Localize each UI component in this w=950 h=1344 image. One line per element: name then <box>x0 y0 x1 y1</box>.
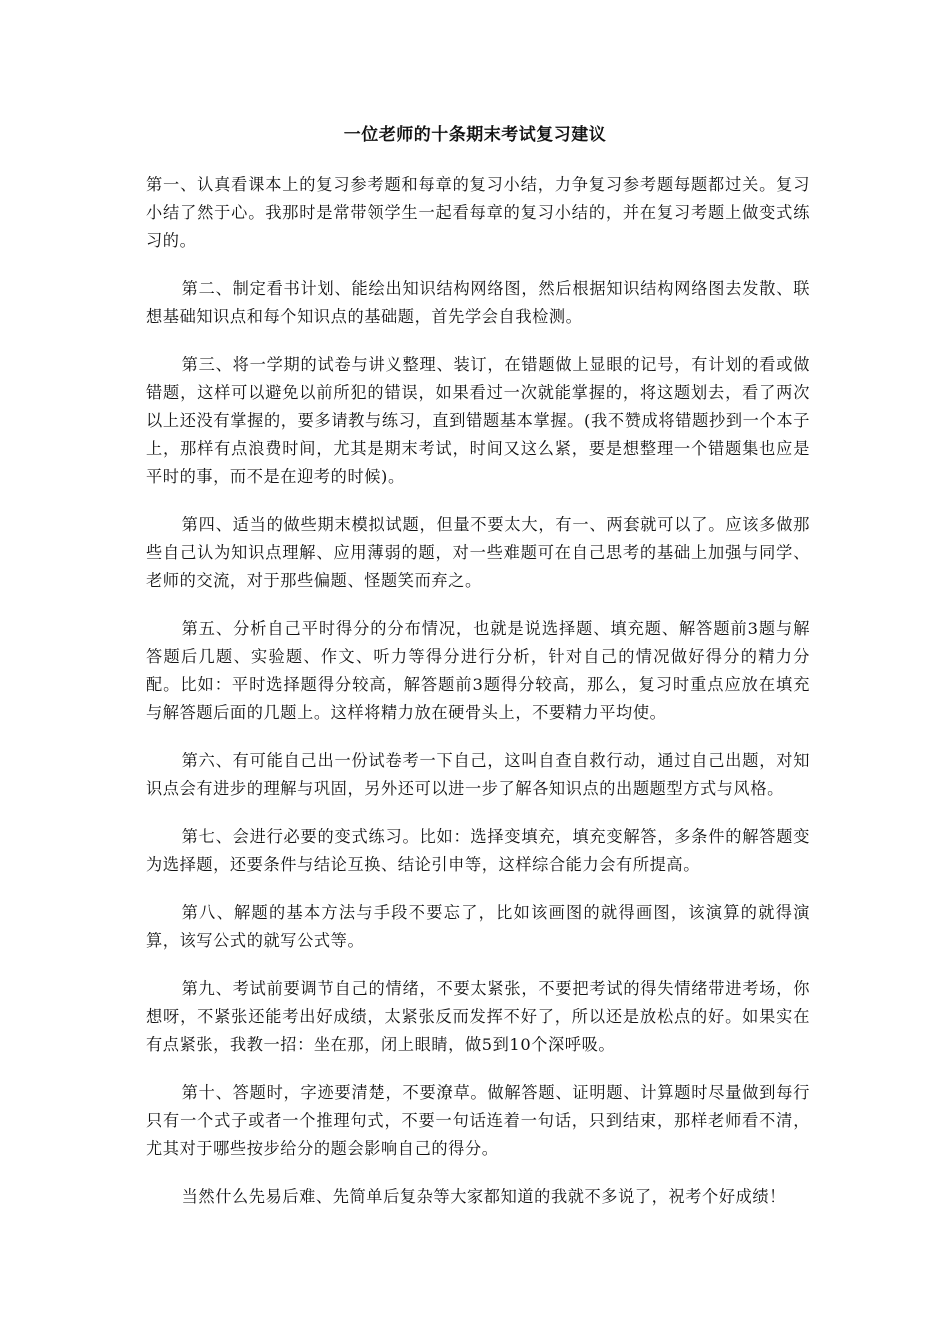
document-title: 一位老师的十条期末考试复习建议 <box>343 125 607 145</box>
document-body <box>146 171 810 1231</box>
paragraph-tip-1: 第一、认真看课本上的复习参考题和每章的复习小结，力争复习参考题每题都过关。复习小结了然于心。我那时是常带领学生一起看每章的复习小结的，并在复习考题上做变式练习的。 <box>146 175 810 250</box>
paragraph-tip-7: 第七、会进行必要的变式练习。比如：选择变填充，填充变解答，多条件的解答题变为选择题，还要条件与结论互换、结论引申等，这样综合能力会有所提高。 <box>146 827 810 874</box>
paragraph-tip-3: 第三、将一学期的试卷与讲义整理、装订，在错题做上显眼的记号，有计划的看或做错题，这样可以避免以前所犯的错误，如果看过一次就能掌握的，将这题划去，看了两次以上还没有掌握的，要多请教与练习，直到错题基本掌握。(我不赞成将错题抄到一个本子上，那样有点浪费时间，尤其是期末考试，时间又这么紧，要是想整理一个错题集也应是平时的事，而不是在迎考的时候)。 <box>146 355 810 486</box>
paragraph-tip-4: 第四、适当的做些期末模拟试题，但量不要太大，有一、两套就可以了。应该多做那些自己认为知识点理解、应用薄弱的题，对一些难题可在自己思考的基础上加强与同学、老师的交流，对于那些偏题、怪题笑而弃之。 <box>146 515 810 590</box>
paragraph-tip-8: 第八、解题的基本方法与手段不要忘了，比如该画图的就得画图，该演算的就得演算，该写公式的就写公式等。 <box>146 903 810 950</box>
paragraph-tip-9: 第九、考试前要调节自己的情绪，不要太紧张，不要把考试的得失情绪带进考场，你想呀，不紧张还能考出好成绩，太紧张反而发挥不好了，所以还是放松点的好。如果实在有点紧张，我教一招：坐在那，闭上眼睛，做5到10个深呼吸。 <box>146 979 810 1054</box>
paragraph-tip-6: 第六、有可能自己出一份试卷考一下自己，这叫自查自救行动，通过自己出题，对知识点会有进步的理解与巩固，另外还可以进一步了解各知识点的出题题型方式与风格。 <box>146 751 810 798</box>
paragraph-closing: 当然什么先易后难、先简单后复杂等大家都知道的我就不多说了，祝考个好成绩！ <box>181 1187 786 1206</box>
paragraph-tip-5: 第五、分析自己平时得分的分布情况，也就是说选择题、填充题、解答题前3题与解答题后几题、实验题、作文、听力等得分进行分析，针对自己的情况做好得分的精力分配。比如：平时选择题得分较高，解答题前3题得分较高，那么，复习时重点应放在填充与解答题后面的几题上。这样将精力放在硬骨头上，不要精力平均使。 <box>146 619 810 722</box>
paragraph-tip-10: 第十、答题时，字迹要清楚，不要潦草。做解答题、证明题、计算题时尽量做到每行只有一个式子或者一个推理句式，不要一句话连着一句话，只到结束，那样老师看不清，尤其对于哪些按步给分的题会影响自己的得分。 <box>146 1083 810 1158</box>
paragraph-tip-2: 第二、制定看书计划、能绘出知识结构网络图，然后根据知识结构网络图去发散、联想基础知识点和每个知识点的基础题，首先学会自我检测。 <box>146 279 810 326</box>
